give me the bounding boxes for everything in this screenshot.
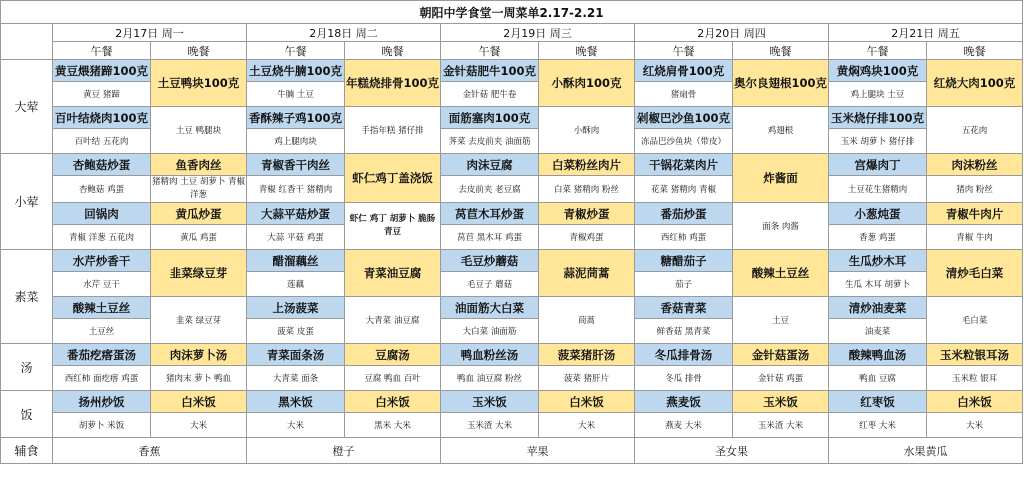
dish-ingredients: 莴苣 黑木耳 鸡蛋 [441,225,539,250]
dish-ingredients: 大米 [151,413,247,438]
dish-ingredients: 大白菜 油面筋 [441,319,539,344]
dish-name: 清炒油麦菜 [829,297,927,319]
dish-ingredients: 鸭血 豆腐 [829,366,927,391]
dish-name: 大蒜平菇炒蛋 [247,203,345,225]
dish-ingredients: 鸡上腿肉块 [247,129,345,154]
dish-name: 冬瓜排骨汤 [635,344,733,366]
dish-ingredients: 虾仁 鸡丁 胡萝卜 脆肠 青豆 [345,203,441,250]
category-sucai: 素菜 [1,250,53,344]
snack-item: 橙子 [247,438,441,464]
dish-name: 鱼香肉丝 [151,154,247,176]
dish-ingredients: 土豆花生猪精肉 [829,176,927,203]
lunch-header: 午餐 [635,42,733,60]
dish-ingredients: 豆腐 鸭血 百叶 [345,366,441,391]
corner-cell [1,24,53,60]
dinner-header: 晚餐 [345,42,441,60]
dish-ingredients: 猪扇骨 [635,82,733,107]
dish-ingredients: 鸡上腿块 土豆 [829,82,927,107]
dish-ingredients: 鸡翅根 [733,107,829,154]
day-header-mon: 2月17日 周一 [53,24,247,42]
dish-name: 白米饭 [539,391,635,413]
dish-name: 年糕烧排骨100克 [345,60,441,107]
dish-ingredients: 大米 [927,413,1023,438]
dish-name: 白米饭 [927,391,1023,413]
dinner-header: 晚餐 [927,42,1023,60]
category-tang: 汤 [1,344,53,391]
dish-ingredients: 茼蒿 [539,297,635,344]
day-header-wed: 2月19日 周三 [441,24,635,42]
dish-name: 虾仁鸡丁盖浇饭 [345,154,441,203]
dish-ingredients: 荠菜 去皮前夹 油面筋 [441,129,539,154]
dish-ingredients: 去皮前夹 老豆腐 [441,176,539,203]
dish-name: 酸辣土豆丝 [733,250,829,297]
category-dahun: 大荤 [1,60,53,154]
dish-ingredients: 玉米渣 大米 [733,413,829,438]
snack-item: 香蕉 [53,438,247,464]
dish-ingredients: 黄瓜 鸡蛋 [151,225,247,250]
dish-ingredients: 杏鲍菇 鸡蛋 [53,176,151,203]
dish-name: 番茄疙瘩蛋汤 [53,344,151,366]
day-header-fri: 2月21日 周五 [829,24,1023,42]
dish-name: 奥尔良翅根100克 [733,60,829,107]
lunch-header: 午餐 [441,42,539,60]
dish-name: 杏鲍菇炒蛋 [53,154,151,176]
dish-ingredients: 土豆丝 [53,319,151,344]
category-xiaohun: 小荤 [1,154,53,250]
dish-ingredients: 大米 [247,413,345,438]
dish-ingredients: 菠菜 皮蛋 [247,319,345,344]
dish-ingredients: 玉米渣 大米 [441,413,539,438]
dinner-header: 晚餐 [733,42,829,60]
dish-name: 红枣饭 [829,391,927,413]
dish-name: 醋溜藕丝 [247,250,345,272]
dish-ingredients: 青椒 洋葱 五花肉 [53,225,151,250]
dish-name: 黄豆煨猪蹄100克 [53,60,151,82]
dish-ingredients: 生瓜 木耳 胡萝卜 [829,272,927,297]
dish-name: 玉米饭 [441,391,539,413]
dish-name: 上汤菠菜 [247,297,345,319]
dish-ingredients: 冬瓜 排骨 [635,366,733,391]
dish-name: 糖醋茄子 [635,250,733,272]
dish-ingredients: 鸭血 油豆腐 粉丝 [441,366,539,391]
dish-ingredients: 大青菜 面条 [247,366,345,391]
dinner-header: 晚餐 [539,42,635,60]
dish-ingredients: 花菜 猪精肉 青椒 [635,176,733,203]
dish-ingredients: 猪肉末 萝卜 鸭血 [151,366,247,391]
dish-name: 生瓜炒木耳 [829,250,927,272]
dish-name: 宫爆肉丁 [829,154,927,176]
dish-name: 扬州炒饭 [53,391,151,413]
dish-ingredients: 莲藕 [247,272,345,297]
dish-ingredients: 黑米 大米 [345,413,441,438]
dish-name: 青菜油豆腐 [345,250,441,297]
dish-name: 百叶结烧肉100克 [53,107,151,129]
dish-name: 红烧大肉100克 [927,60,1023,107]
dish-ingredients: 茄子 [635,272,733,297]
dish-name: 黄瓜炒蛋 [151,203,247,225]
dish-name: 白米饭 [151,391,247,413]
dish-name: 青椒牛肉片 [927,203,1023,225]
dish-name: 肉沫萝卜汤 [151,344,247,366]
dish-name: 番茄炒蛋 [635,203,733,225]
dish-ingredients: 毛豆子 蘑菇 [441,272,539,297]
dish-ingredients: 菠菜 猪肝片 [539,366,635,391]
dish-name: 青菜面条汤 [247,344,345,366]
dish-ingredients: 青椒 红香干 猪精肉 [247,176,345,203]
dish-ingredients: 燕麦 大米 [635,413,733,438]
dish-name: 青椒炒蛋 [539,203,635,225]
dish-name: 白菜粉丝肉片 [539,154,635,176]
dish-name: 香酥辣子鸡100克 [247,107,345,129]
dish-ingredients: 小酥肉 [539,107,635,154]
dish-ingredients: 黄豆 猪蹄 [53,82,151,107]
dish-name: 燕麦饭 [635,391,733,413]
dish-ingredients: 西红柿 鸡蛋 [635,225,733,250]
dish-ingredients: 西红柿 面疙瘩 鸡蛋 [53,366,151,391]
dish-ingredients: 牛腩 土豆 [247,82,345,107]
dish-ingredients: 猪精肉 土豆 胡萝卜 青椒 洋葱 [151,176,247,203]
dish-name: 菠菜猪肝汤 [539,344,635,366]
dish-name: 炸酱面 [733,154,829,203]
dish-name: 剁椒巴沙鱼100克 [635,107,733,129]
dish-ingredients: 鲜香菇 黑青菜 [635,319,733,344]
dish-name: 莴苣木耳炒蛋 [441,203,539,225]
dish-name: 红烧肩骨100克 [635,60,733,82]
dish-ingredients: 水芹 豆干 [53,272,151,297]
snack-item: 水果黄瓜 [829,438,1023,464]
dish-name: 玉米烧仔排100克 [829,107,927,129]
dish-name: 香菇青菜 [635,297,733,319]
dish-name: 土豆烧牛腩100克 [247,60,345,82]
dish-name: 金针菇蛋汤 [733,344,829,366]
dish-ingredients: 青椒 牛肉 [927,225,1023,250]
dish-name: 白米饭 [345,391,441,413]
dish-ingredients: 冻品巴沙鱼块（带皮） [635,129,733,154]
dish-ingredients: 大青菜 油豆腐 [345,297,441,344]
dish-name: 鸭血粉丝汤 [441,344,539,366]
category-fan: 饭 [1,391,53,438]
dish-ingredients: 香葱 鸡蛋 [829,225,927,250]
dish-ingredients: 手指年糕 猪仔排 [345,107,441,154]
dinner-header: 晚餐 [151,42,247,60]
dish-name: 肉沫豆腐 [441,154,539,176]
dish-name: 青椒香干肉丝 [247,154,345,176]
dish-ingredients: 毛白菜 [927,297,1023,344]
dish-name: 小酥肉100克 [539,60,635,107]
menu-title: 朝阳中学食堂一周菜单2.17-2.21 [1,1,1023,24]
dish-name: 黄焖鸡块100克 [829,60,927,82]
dish-ingredients: 五花肉 [927,107,1023,154]
dish-name: 豆腐汤 [345,344,441,366]
dish-ingredients: 大蒜 平菇 鸡蛋 [247,225,345,250]
dish-name: 玉米饭 [733,391,829,413]
dish-ingredients: 玉米 胡萝卜 猪仔排 [829,129,927,154]
dish-ingredients: 百叶结 五花肉 [53,129,151,154]
dish-name: 蒜泥茼蒿 [539,250,635,297]
dish-name: 玉米粒银耳汤 [927,344,1023,366]
dish-ingredients: 胡萝卜 米饭 [53,413,151,438]
dish-name: 酸辣土豆丝 [53,297,151,319]
dish-ingredients: 面条 肉酱 [733,203,829,250]
dish-ingredients: 猪肉 粉丝 [927,176,1023,203]
dish-name: 回锅肉 [53,203,151,225]
dish-name: 韭菜绿豆芽 [151,250,247,297]
lunch-header: 午餐 [829,42,927,60]
day-header-tue: 2月18日 周二 [247,24,441,42]
dish-name: 金针菇肥牛100克 [441,60,539,82]
category-fushi: 辅食 [1,438,53,464]
dish-ingredients: 韭菜 绿豆芽 [151,297,247,344]
dish-name: 肉沫粉丝 [927,154,1023,176]
dish-name: 干锅花菜肉片 [635,154,733,176]
snack-item: 圣女果 [635,438,829,464]
dish-ingredients: 白菜 猪精肉 粉丝 [539,176,635,203]
dish-ingredients: 金针菇 鸡蛋 [733,366,829,391]
dish-ingredients: 土豆 [733,297,829,344]
dish-ingredients: 青椒鸡蛋 [539,225,635,250]
dish-name: 清炒毛白菜 [927,250,1023,297]
dish-name: 水芹炒香干 [53,250,151,272]
dish-name: 土豆鸭块100克 [151,60,247,107]
dish-name: 小葱炖蛋 [829,203,927,225]
dish-ingredients: 土豆 鸭腿块 [151,107,247,154]
dish-name: 油面筋大白菜 [441,297,539,319]
dish-name: 酸辣鸭血汤 [829,344,927,366]
dish-ingredients: 玉米粒 银耳 [927,366,1023,391]
dish-ingredients: 大米 [539,413,635,438]
lunch-header: 午餐 [53,42,151,60]
dish-ingredients: 金针菇 肥牛卷 [441,82,539,107]
snack-item: 苹果 [441,438,635,464]
dish-name: 毛豆炒蘑菇 [441,250,539,272]
lunch-header: 午餐 [247,42,345,60]
dish-name: 黑米饭 [247,391,345,413]
dish-name: 面筋塞肉100克 [441,107,539,129]
dish-ingredients: 油麦菜 [829,319,927,344]
day-header-thu: 2月20日 周四 [635,24,829,42]
dish-ingredients: 红枣 大米 [829,413,927,438]
